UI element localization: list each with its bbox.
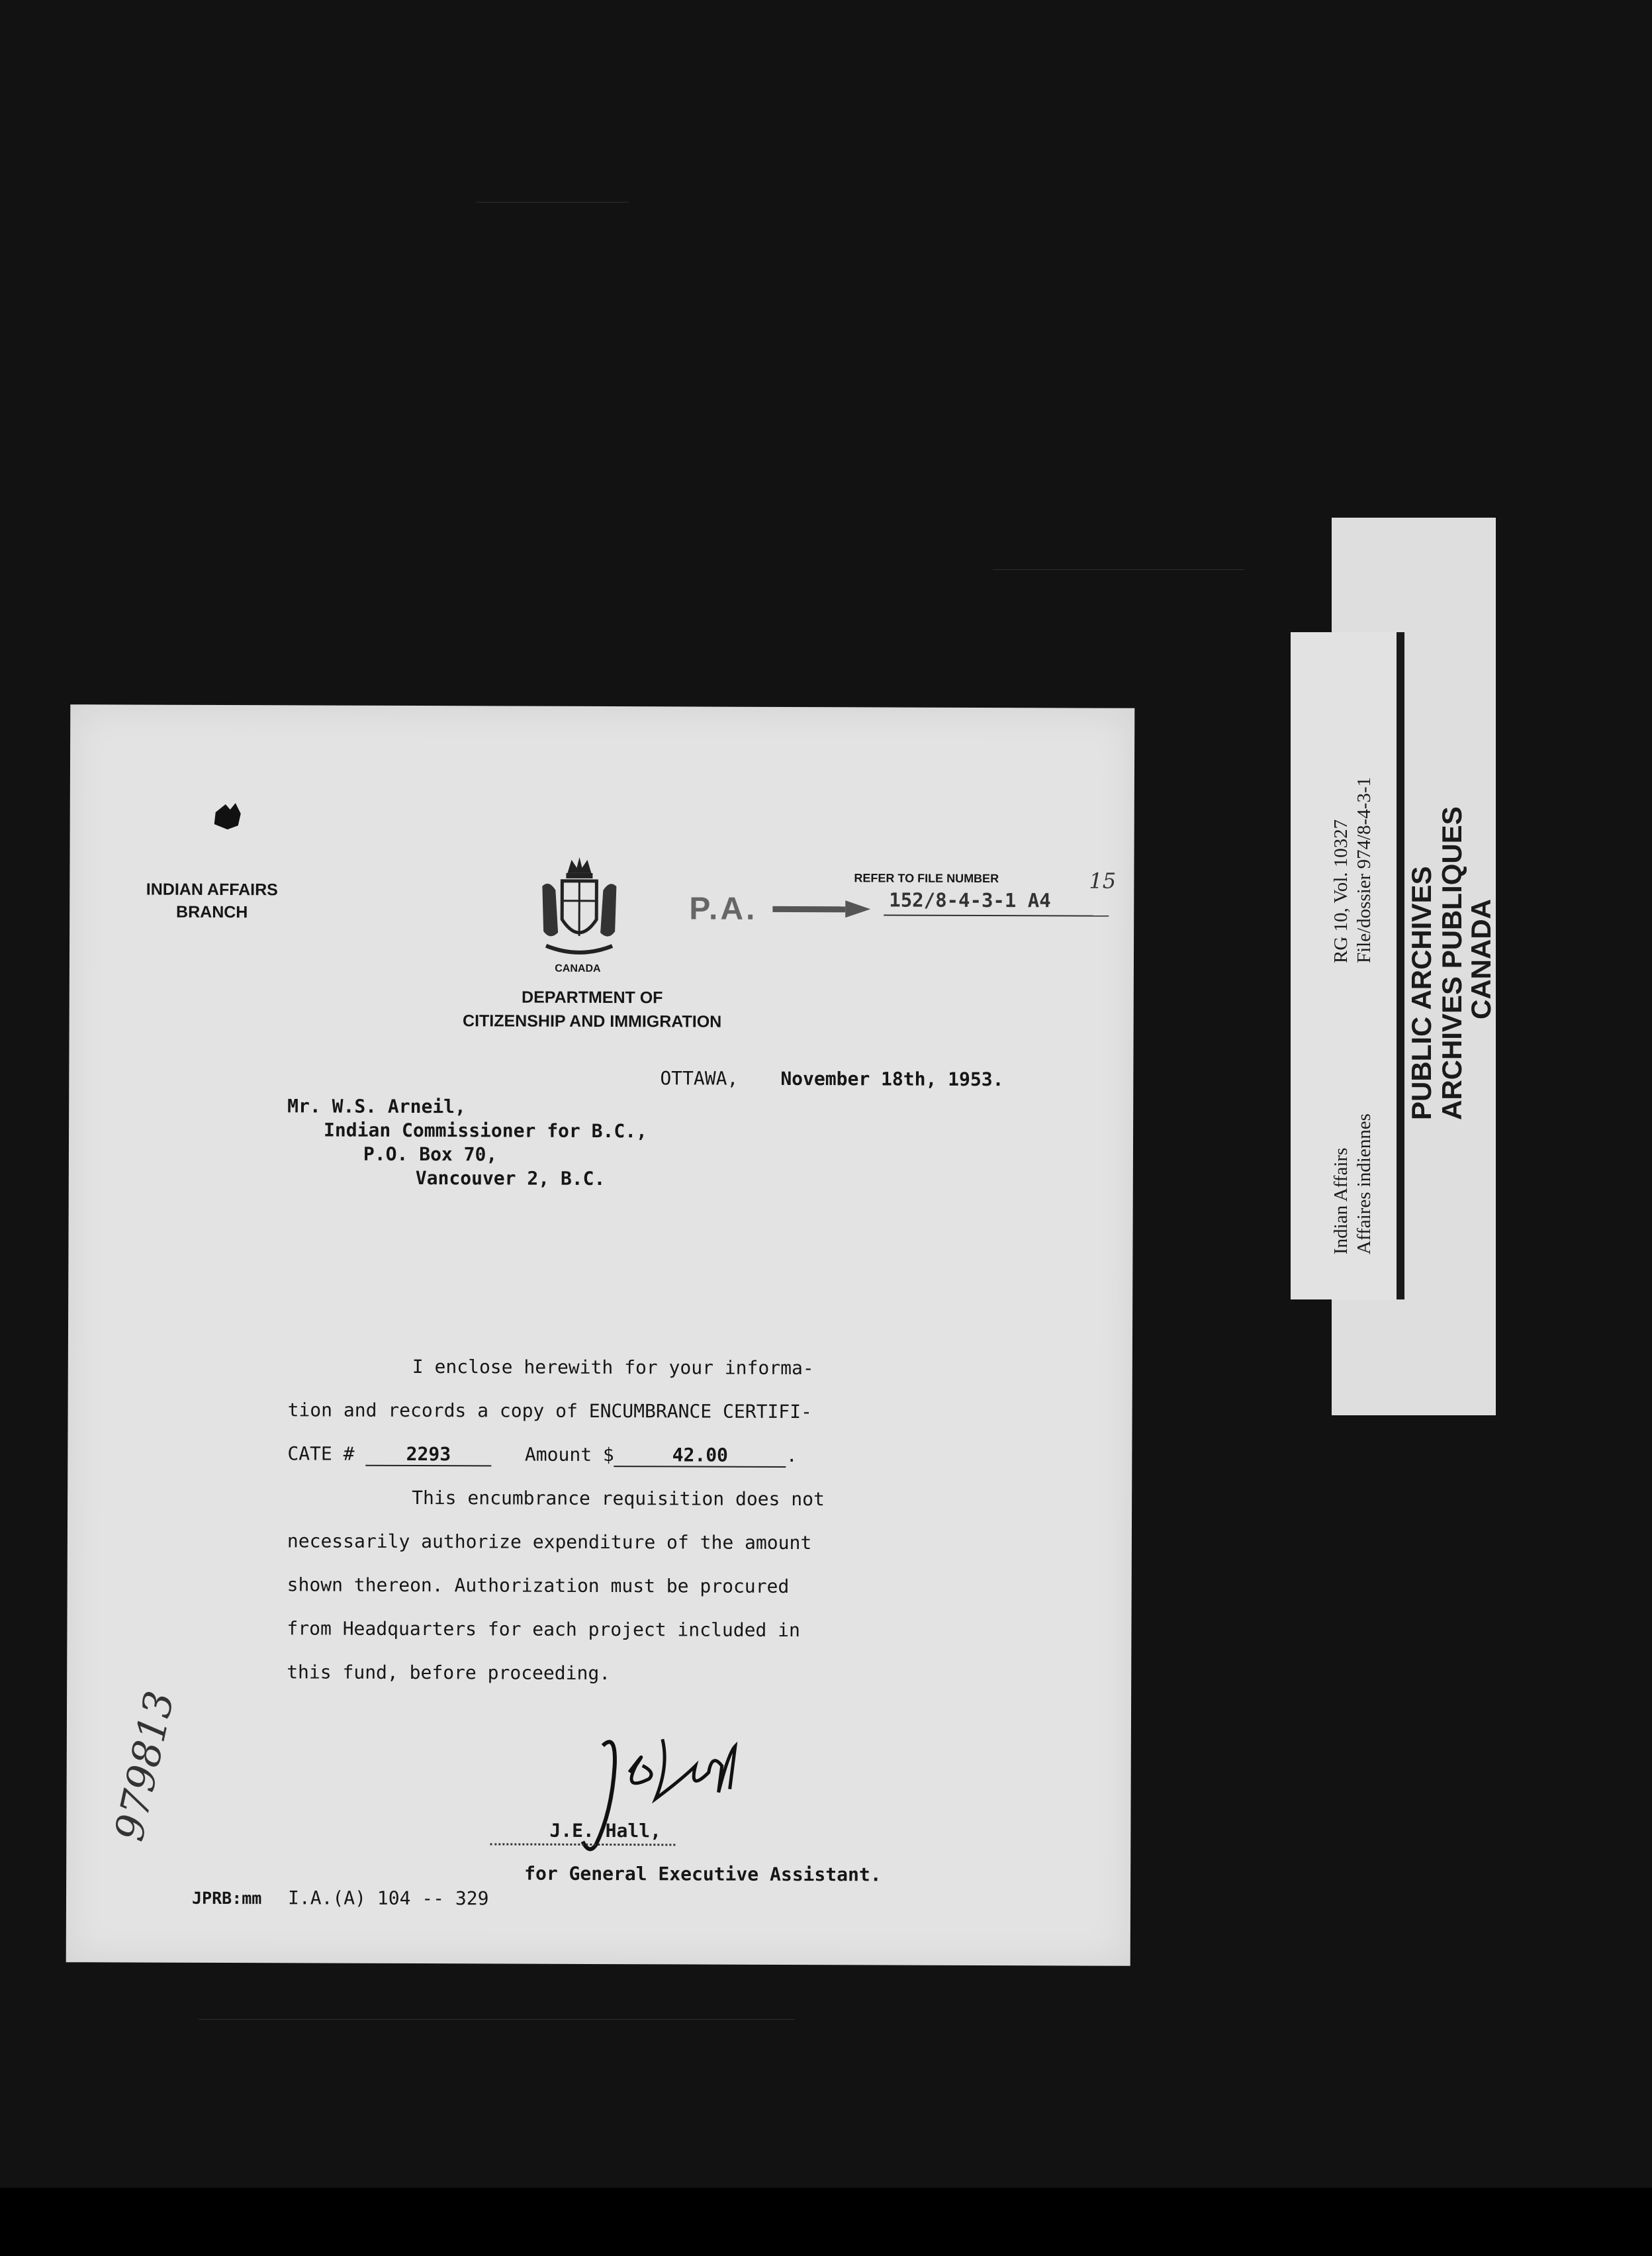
bottom-band	[0, 2188, 1652, 2256]
refer-to-file-label: REFER TO FILE NUMBER	[854, 871, 999, 886]
label-affaires-indiennes: Affaires indiennes	[1354, 1113, 1375, 1254]
pa-mark: P.A.	[689, 891, 758, 927]
certificate-line	[287, 1442, 797, 1468]
label-public-archives: PUBLIC ARCHIVES	[1406, 866, 1437, 1120]
ink-blot-icon	[209, 799, 249, 839]
label-canada: CANADA	[1465, 899, 1496, 1019]
signatory-name: J.E. Hall,	[549, 1819, 662, 1842]
label-file-dossier: File/dossier 974/8-4-3-1	[1354, 776, 1375, 963]
scan-streak	[477, 202, 629, 203]
amount-suffix: .	[786, 1444, 798, 1467]
letter-page	[66, 704, 1135, 1966]
amount-label: Amount $	[524, 1443, 614, 1466]
form-reference: I.A.(A) 104 -- 329	[287, 1887, 489, 1910]
body-text-line: This encumbrance requisition does not	[412, 1487, 825, 1511]
address-line: Mr. W.S. Arneil,	[287, 1095, 466, 1118]
pencil-page-number: 15	[1089, 868, 1117, 894]
body-text-line: from Headquarters for each project included in	[287, 1617, 800, 1642]
letter-date: November 18th, 1953.	[780, 1067, 1004, 1091]
crest-caption: CANADA	[555, 963, 601, 974]
signature-line	[490, 1843, 675, 1846]
signatory-title: for General Executive Assistant.	[524, 1862, 882, 1886]
file-number: 152/8-4-3-1 A4	[889, 888, 1051, 912]
address-line: P.O. Box 70,	[363, 1143, 498, 1166]
handwritten-page-number: 979813	[106, 1687, 184, 1846]
label-rg-volume: RG 10, Vol. 10327	[1330, 819, 1352, 963]
certificate-prefix: CATE #	[287, 1442, 355, 1465]
address-line: Indian Commissioner for B.C.,	[324, 1119, 648, 1143]
arrow-icon	[772, 899, 872, 919]
place: OTTAWA,	[660, 1067, 739, 1090]
scan-streak	[993, 569, 1244, 570]
amount-value: 42.00	[614, 1444, 786, 1468]
body-text-line: shown thereon. Authorization must be procured	[287, 1574, 790, 1597]
address-line: Vancouver 2, B.C.	[415, 1167, 606, 1190]
department-name: DEPARTMENT OF CITIZENSHIP AND IMMIGRATION	[462, 988, 722, 1031]
label-archives-publiques: ARCHIVES PUBLIQUES	[1436, 806, 1467, 1120]
body-text-line: tion and records a copy of ENCUMBRANCE CERTIFI-	[287, 1399, 812, 1423]
coat-of-arms-icon	[533, 853, 626, 965]
body-text-line: I enclose herewith for your informa-	[412, 1356, 814, 1380]
body-text-line: necessarily authorize expenditure of the amount	[287, 1530, 812, 1554]
label-indian-affairs: Indian Affairs	[1330, 1147, 1352, 1254]
scan-streak	[199, 2019, 794, 2020]
body-text-line: this fund, before proceeding.	[287, 1661, 611, 1685]
branch-name: INDIAN AFFAIRS BRANCH	[146, 880, 278, 922]
file-number-underline	[884, 914, 1109, 916]
typist-initials: JPRB:mm	[191, 1888, 262, 1908]
certificate-number: 2293	[365, 1443, 491, 1467]
